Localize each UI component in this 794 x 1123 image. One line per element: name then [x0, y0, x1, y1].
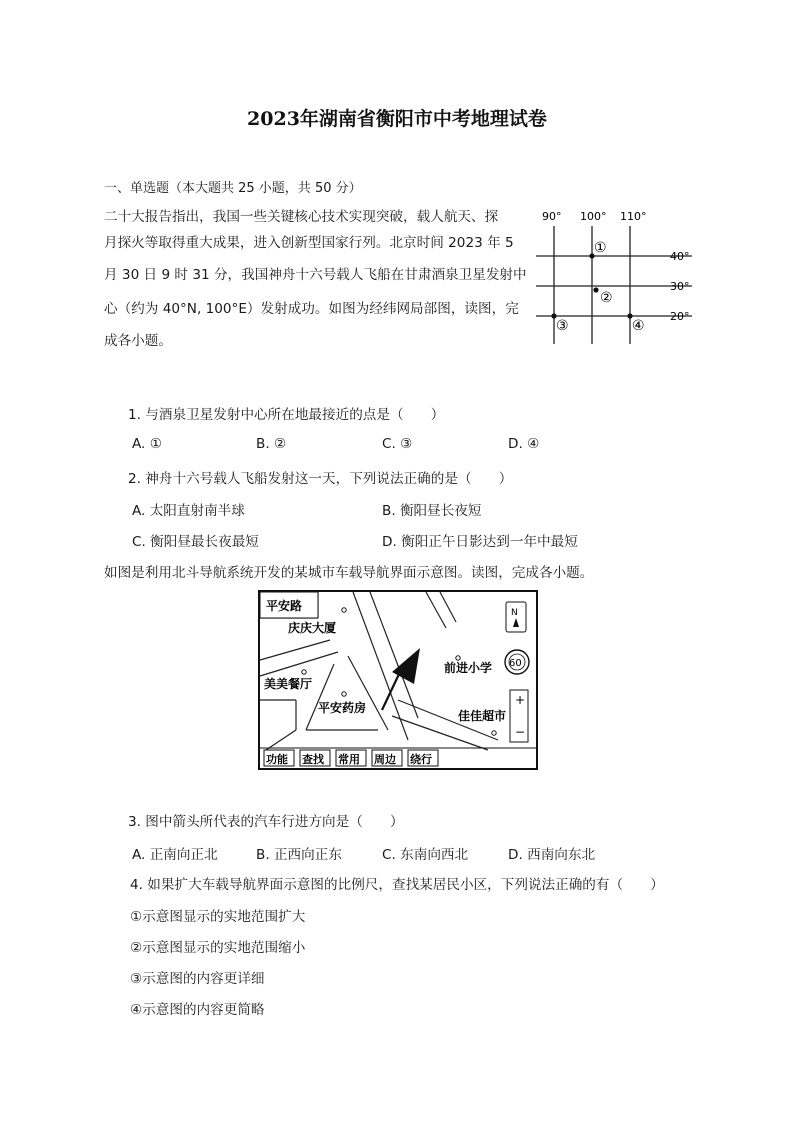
q2-option-a: A. 太阳直射南半球: [132, 503, 245, 519]
label-pingan-pharmacy: 平安药房: [318, 701, 367, 715]
q1-option-c: C. ③: [382, 436, 413, 452]
q3-stem: 3. 图中箭头所代表的汽车行进方向是（ ）: [128, 814, 404, 830]
lon-label-110: 110°: [620, 210, 647, 223]
q3-option-c: C. 东南向西北: [382, 847, 469, 863]
intro-line-3: 月 30 日 9 时 31 分，我国神舟十六号载人飞船在甘肃酒泉卫星发射中: [104, 267, 527, 283]
compass-north-label: N: [511, 608, 518, 618]
intro-line-2: 月探火等取得重大成果，进入创新型国家行列。北京时间 2023 年 5: [104, 235, 514, 251]
q2-option-c: C. 衡阳昼最长夜最短: [132, 534, 259, 550]
point-2-dot: [593, 287, 598, 292]
nav-interface-figure: [258, 590, 538, 770]
detour-button-label: 绕行: [410, 753, 432, 766]
speed-limit-value: 60: [509, 658, 522, 669]
q1-stem: 1. 与酒泉卫星发射中心所在地最接近的点是（ ）: [128, 407, 445, 423]
point-4-label: ④: [632, 318, 645, 334]
q2-option-b: B. 衡阳昼长夜短: [382, 503, 482, 519]
label-meimei-restaurant: 美美餐厅: [264, 677, 313, 691]
q1-option-a: A. ①: [132, 436, 162, 452]
label-jiajia-supermarket: 佳佳超市: [458, 709, 507, 723]
q2-stem: 2. 神舟十六号载人飞船发射这一天，下列说法正确的是（ ）: [128, 471, 513, 487]
label-qianjin-school: 前进小学: [444, 661, 493, 675]
q4-item-1: ①示意图显示的实地范围扩大: [130, 909, 306, 925]
common-button-label: 常用: [338, 753, 360, 766]
q3-option-d: D. 西南向东北: [508, 847, 596, 863]
point-2-label: ②: [600, 290, 613, 306]
q1-option-b: B. ②: [256, 436, 287, 452]
q4-stem: 4. 如果扩大车载导航界面示意图的比例尺，查找某居民小区，下列说法正确的有（ ）: [130, 877, 664, 893]
point-1-label: ①: [594, 240, 607, 256]
q1-option-d: D. ④: [508, 436, 540, 452]
intro-line-5: 成各小题。: [104, 333, 172, 349]
lon-label-90: 90°: [542, 210, 562, 223]
lat-label-40: 40°: [670, 250, 690, 263]
lat-lon-grid-figure: [532, 206, 700, 348]
label-qingqing-building: 庆庆大厦: [288, 621, 337, 635]
q3-option-a: A. 正南向正北: [132, 847, 218, 863]
function-button-label: 功能: [266, 753, 288, 766]
q4-item-2: ②示意图显示的实地范围缩小: [130, 940, 306, 956]
lat-label-20: 20°: [670, 310, 690, 323]
intro-nav: 如图是利用北斗导航系统开发的某城市车载导航界面示意图。读图，完成各小题。: [104, 565, 594, 581]
lon-label-100: 100°: [580, 210, 607, 223]
search-button-label: 查找: [302, 753, 324, 766]
nearby-button-label: 周边: [374, 753, 396, 766]
page-title: 2023年湖南省衡阳市中考地理试卷: [247, 108, 547, 130]
zoom-in-button[interactable]: +: [515, 693, 526, 707]
section-heading: 一、单选题（本大题共 25 小题，共 50 分）: [104, 181, 362, 196]
intro-line-1: 二十大报告指出，我国一些关键核心技术实现突破，载人航天、探: [104, 209, 499, 225]
label-pingan-road: 平安路: [266, 599, 303, 613]
lat-label-30: 30°: [670, 280, 690, 293]
q4-item-3: ③示意图的内容更详细: [130, 971, 265, 987]
intro-line-4: 心（约为 40°N, 100°E）发射成功。如图为经纬网局部图，读图，完: [104, 301, 519, 317]
q2-option-d: D. 衡阳正午日影达到一年中最短: [382, 534, 578, 550]
point-3-label: ③: [556, 318, 569, 334]
zoom-out-button[interactable]: −: [515, 725, 526, 739]
q4-item-4: ④示意图的内容更简略: [130, 1002, 265, 1018]
q3-option-b: B. 正西向正东: [256, 847, 342, 863]
